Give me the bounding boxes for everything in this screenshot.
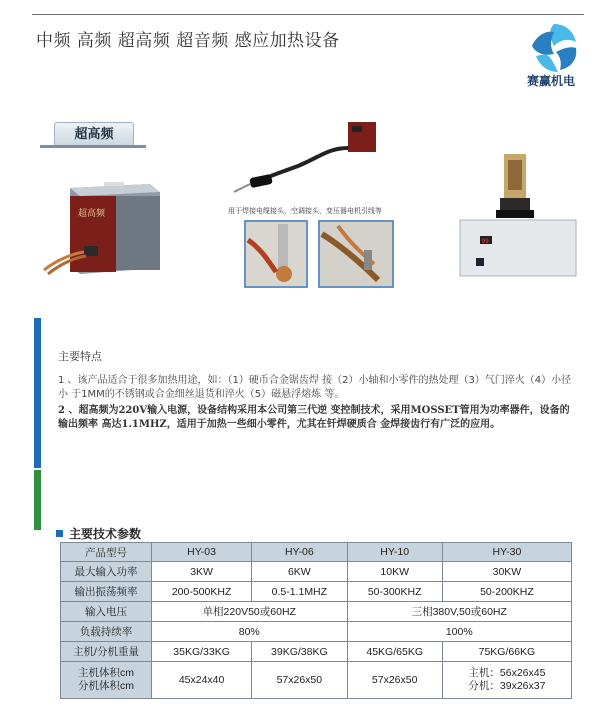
page-title: 中频 高频 超高频 超音频 感应加热设备	[36, 31, 340, 51]
specs-heading	[56, 525, 141, 542]
table-cell: 50-300KHZ	[347, 582, 442, 602]
table-row	[61, 622, 572, 642]
table-cell: 75KG/66KG	[442, 642, 571, 662]
table-cell: 45x24x40	[152, 662, 252, 699]
table-cell: 200-500KHZ	[152, 582, 252, 602]
table-cell: 39KG/38KG	[252, 642, 347, 662]
table-row	[61, 602, 572, 622]
row-label: 主机/分机重量	[61, 642, 152, 662]
brand-name: 赛赢机电	[527, 74, 576, 88]
table-row	[61, 582, 572, 602]
cell-line: 主机：56x26x45	[468, 667, 546, 679]
welding-photo-left	[244, 220, 308, 288]
image-caption: 用于焊接电缆接头，空调接头，变压器电机引线等	[228, 207, 382, 215]
table-cell	[442, 662, 571, 699]
machine-label: 超高频	[78, 209, 106, 219]
row-label: 输入电压	[61, 602, 152, 622]
row-label-line: 主机体积cm	[78, 667, 134, 679]
table-row	[61, 662, 572, 699]
table-cell: 单相220V50或60HZ	[152, 602, 348, 622]
table-header-cell: HY-30	[442, 543, 571, 562]
table-row	[61, 642, 572, 662]
table-cell: 100%	[347, 622, 571, 642]
section-bar-green	[34, 470, 41, 530]
bullet-square-icon	[56, 530, 63, 537]
welding-photo-right	[318, 220, 394, 288]
row-label	[61, 662, 152, 699]
specs-heading-text: 主要技术参数	[69, 527, 142, 541]
cell-line: 分机：39x26x37	[468, 680, 546, 692]
table-cell: 6KW	[252, 562, 347, 582]
table-cell: 0.5-1.1MHZ	[252, 582, 347, 602]
table-header-cell: HY-03	[152, 543, 252, 562]
row-label: 最大输入功率	[61, 562, 152, 582]
features-heading: 主要特点	[58, 350, 102, 363]
row-label-line: 分机体积cm	[78, 680, 134, 692]
table-row	[61, 562, 572, 582]
features-paragraph-1: 1 、该产品适合于很多加热用途，如：（1）硬币合金锯齿焊 接（2）小轴和小零件的热处理（3）气门淬火（4）小径小 于1MM的不锈钢或合金细丝退货和淬火（5）磁悬浮熔炼 等。	[58, 375, 572, 400]
section-bar-blue	[34, 318, 41, 468]
header-divider	[32, 14, 584, 15]
handheld-unit-photo	[228, 118, 378, 204]
features-paragraph-2: 2 、超高频为220V输入电源，设备结构采用本公司第三代逆 变控制技术，采用MOSSET管用为功率器件，设备的输出频率 高达1.1MHZ，适用于加热一些细小零件，尤其在钎焊硬质合 金焊接齿行有广泛的应用。	[58, 405, 570, 430]
table-header-cell: 产品型号	[61, 543, 152, 562]
table-cell: 35KG/33KG	[152, 642, 252, 662]
table-cell: 10KW	[347, 562, 442, 582]
panel-display-value: 99	[481, 238, 489, 245]
spec-table	[60, 542, 572, 699]
table-header-row	[61, 543, 572, 562]
category-badge: 超高频	[54, 122, 134, 148]
panel-machine-photo	[456, 150, 580, 278]
row-label: 输出振荡频率	[61, 582, 152, 602]
row-label: 负载持续率	[61, 622, 152, 642]
table-cell: 30KW	[442, 562, 571, 582]
badge-underline	[40, 145, 146, 148]
table-cell: 80%	[152, 622, 348, 642]
table-header-cell: HY-10	[347, 543, 442, 562]
table-cell: 3KW	[152, 562, 252, 582]
table-cell: 45KG/65KG	[347, 642, 442, 662]
table-header-cell: HY-06	[252, 543, 347, 562]
table-cell: 57x26x50	[347, 662, 442, 699]
table-cell: 50-200KHZ	[442, 582, 571, 602]
machine-photo	[40, 178, 166, 280]
table-cell: 三相380V,50或60HZ	[347, 602, 571, 622]
table-cell: 57x26x50	[252, 662, 347, 699]
